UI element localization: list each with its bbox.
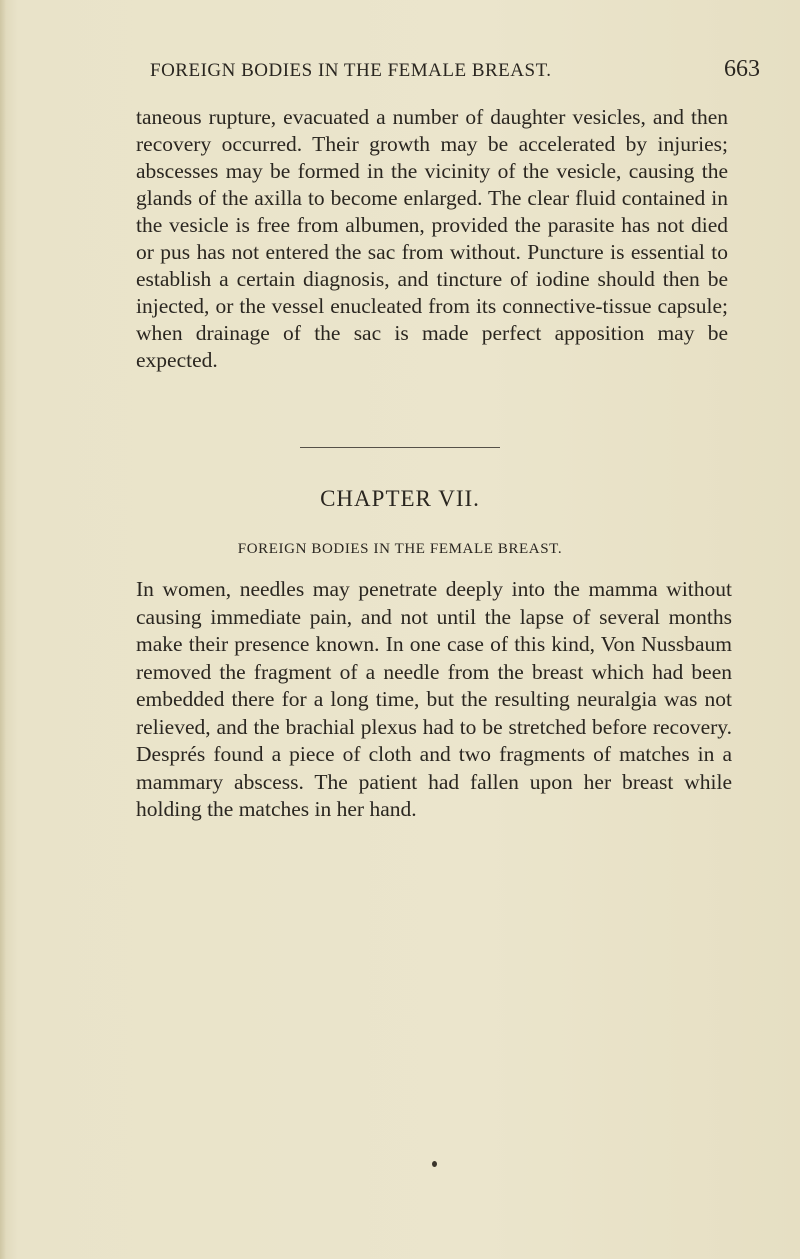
section-divider (300, 447, 500, 448)
running-head (150, 56, 760, 90)
ink-spot (432, 1161, 437, 1167)
chapter-subheading: FOREIGN BODIES IN THE FEMALE BREAST. (237, 541, 563, 557)
chapter-heading: CHAPTER VII. (320, 486, 480, 511)
continued-paragraph: taneous rupture, evacuated a number of daughter vesicles, and then recovery occurred. Their growth may be accelerated by injuries; abscesses may be formed in the vicinity of the vesicle, causing the glands of the axilla to become enlarged. The clear fluid contained in the vesicle is free from albumen, provided the parasite has not died or pus has not entered the sac from without. Puncture is essential to establish a certain diagnosis, and tincture of iodine should then be injected, or the vessel enucleated from its connective-tissue capsule; when drainage of the sac is made perfect apposition may be expected. (136, 105, 728, 372)
running-title: FOREIGN BODIES IN THE FEMALE BREAST. (150, 60, 552, 81)
page-binding-edge (0, 0, 6, 1259)
page-number: 663 (724, 56, 760, 82)
chapter-paragraph: In women, needles may penetrate deeply into the mamma without causing immediate pain, and not until the lapse of several months make their presence known. In one case of this kind, Von Nussbaum removed the fragment of a needle from the breast which had been embedded there for a long time, but the resulting neuralgia was not relieved, and the brachial plexus had to be stretched before recovery. Després found a piece of cloth and two fragments of matches in a mammary abscess. The patient had fallen upon her breast while holding the matches in her hand. (136, 577, 732, 821)
